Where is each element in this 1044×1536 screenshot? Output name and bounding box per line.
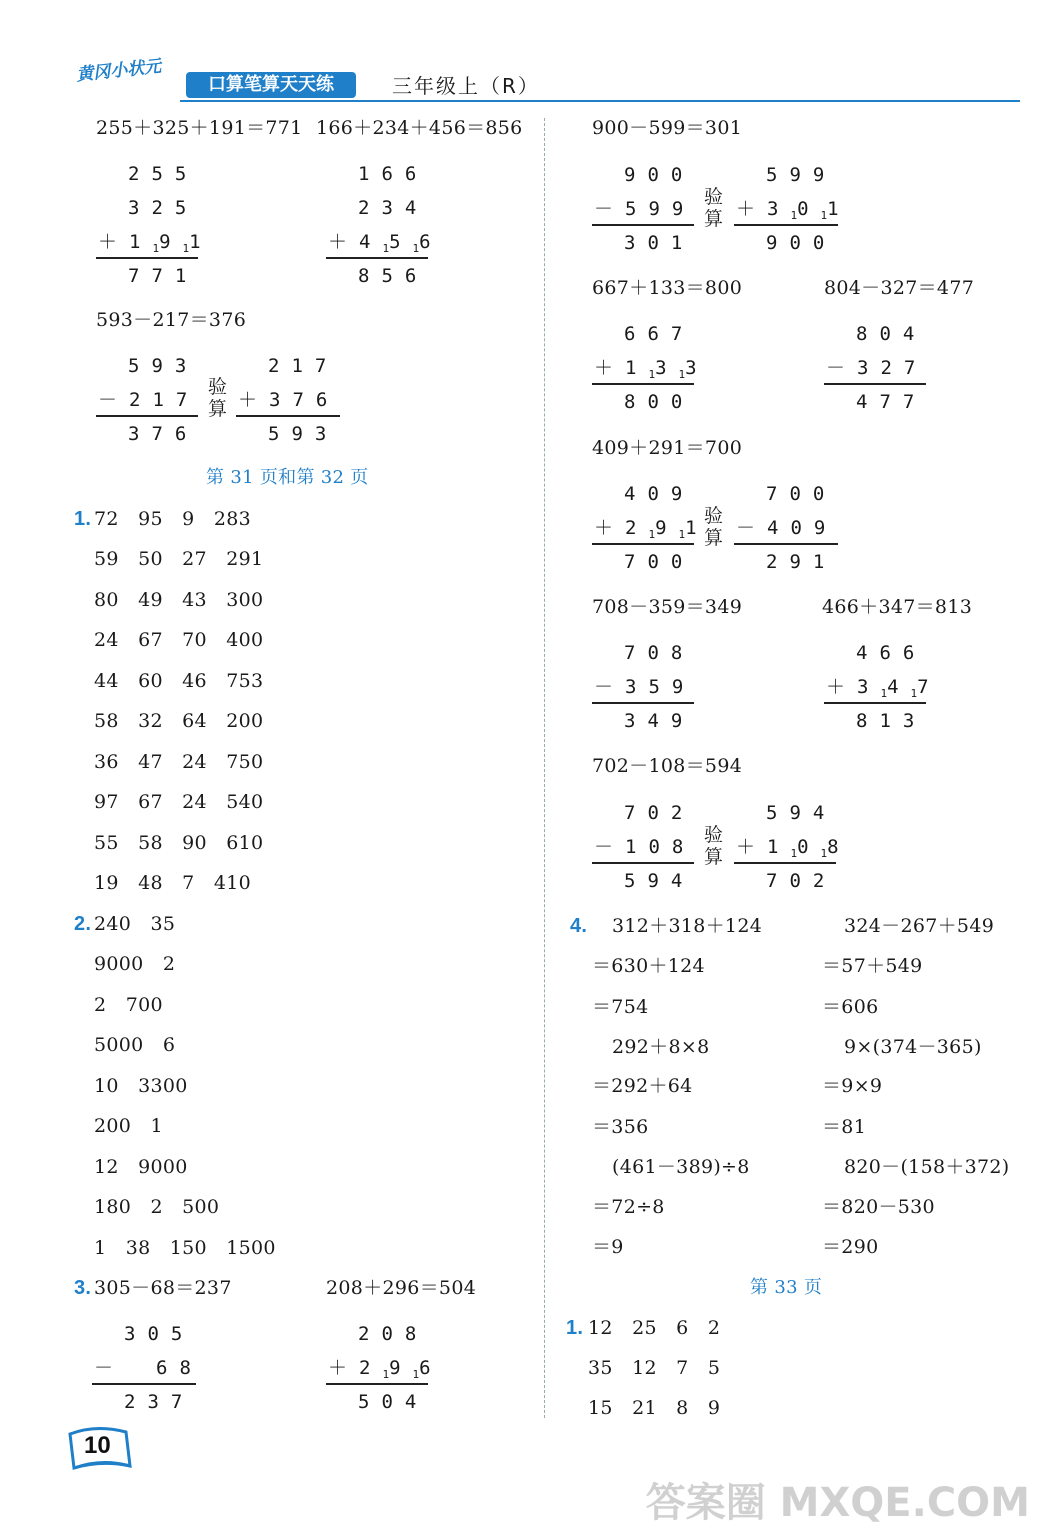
vertical-result: 813: [856, 710, 927, 732]
vertical-rule: [96, 415, 198, 417]
calc-step: ＝356: [592, 1116, 649, 1138]
vertical-row: －108: [594, 836, 696, 858]
section-title: 第 33 页: [750, 1277, 823, 1298]
equation: 804－327＝477: [824, 277, 975, 299]
answer-row: 5000 6: [94, 1034, 176, 1056]
calc-step: ＝9×9: [822, 1075, 883, 1097]
answer-row: 72 95 9 283: [94, 508, 252, 530]
answer-row: 240 35: [94, 913, 176, 935]
vertical-rule: [236, 415, 340, 417]
vertical-result: 771: [128, 265, 199, 287]
question-number: 1.: [566, 1317, 584, 1339]
vertical-rule: [592, 383, 694, 385]
vertical-result: 593: [268, 423, 339, 445]
vertical-row: －217: [98, 389, 200, 411]
answer-row: 58 32 64 200: [94, 710, 264, 732]
vertical-result: 856: [358, 265, 429, 287]
vertical-rule: [734, 224, 838, 226]
calc-step: ＝81: [822, 1116, 867, 1138]
answer-row: 1 38 150 1500: [94, 1237, 276, 1259]
vertical-result: 900: [766, 232, 837, 254]
vertical-row: 255: [128, 163, 199, 185]
vertical-row: $+1_13_13$: [594, 357, 709, 381]
equation: 702－108＝594: [592, 755, 743, 777]
section-title: 第 31 页和第 32 页: [206, 467, 369, 488]
vertical-row: 208: [358, 1323, 429, 1345]
equation: 255＋325＋191＝771: [96, 117, 303, 139]
answer-row: 19 48 7 410: [94, 872, 252, 894]
vertical-rule: [92, 1383, 196, 1385]
answer-row: 15 21 8 9: [588, 1397, 721, 1419]
calc-step: ＝57＋549: [822, 955, 923, 977]
vertical-row: $+3_10_11$: [736, 198, 851, 222]
check-label: 验算: [208, 376, 228, 420]
vertical-row: $+3_14_17$: [826, 676, 941, 700]
vertical-row: 325: [128, 197, 199, 219]
answer-row: 24 67 70 400: [94, 629, 264, 651]
vertical-row: －409: [736, 517, 838, 539]
answer-row: 59 50 27 291: [94, 548, 264, 570]
answer-row: 10 3300: [94, 1075, 188, 1097]
vertical-row: －599: [594, 198, 696, 220]
vertical-result: 349: [624, 710, 695, 732]
answer-row: 12 9000: [94, 1156, 188, 1178]
vertical-row: 166: [358, 163, 429, 185]
vertical-row: $+1_19_11$: [98, 231, 213, 255]
vertical-rule: [96, 257, 198, 259]
equation: 409＋291＝700: [592, 437, 743, 459]
calc-step: ＝72÷8: [592, 1196, 665, 1218]
calc-step: ＝9: [592, 1236, 624, 1258]
equation: 305－68＝237: [94, 1277, 232, 1299]
series-title: 口算笔算天天练: [186, 72, 356, 98]
vertical-row: 702: [624, 802, 695, 824]
question-number: 2.: [74, 913, 92, 935]
calc-step: ＝606: [822, 996, 879, 1018]
answer-row: 80 49 43 300: [94, 589, 264, 611]
answer-row: 36 47 24 750: [94, 751, 264, 773]
answer-row: 97 67 24 540: [94, 791, 264, 813]
vertical-row: 804: [856, 323, 927, 345]
vertical-row: 900: [624, 164, 695, 186]
calc-step: ＝292＋64: [592, 1075, 693, 1097]
check-label: 验算: [704, 186, 724, 230]
vertical-row: $+1_10_18$: [736, 836, 851, 860]
vertical-result: 237: [124, 1391, 195, 1413]
calc-step: ＝290: [822, 1236, 879, 1258]
equation: 466＋347＝813: [822, 596, 973, 618]
calc-step: 820－(158＋372): [844, 1156, 1010, 1178]
vertical-row: 466: [856, 642, 927, 664]
vertical-row: － 68: [94, 1357, 203, 1379]
vertical-row: $+2_19_16$: [328, 1357, 443, 1381]
grade-label: 三年级上（R）: [392, 74, 540, 98]
page-number-badge: [66, 1422, 136, 1478]
calc-step: 9×(374－365): [844, 1036, 982, 1058]
vertical-result: 700: [624, 551, 695, 573]
check-label: 验算: [704, 824, 724, 868]
calc-step: 324－267＋549: [844, 915, 995, 937]
vertical-result: 376: [128, 423, 199, 445]
answer-row: 35 12 7 5: [588, 1357, 721, 1379]
vertical-row: $+2_19_11$: [594, 517, 709, 541]
equation: 708－359＝349: [592, 596, 743, 618]
vertical-rule: [326, 257, 428, 259]
vertical-row: 599: [766, 164, 837, 186]
brand-logo: 黄冈小状元: [75, 56, 163, 86]
vertical-rule: [326, 1383, 428, 1385]
vertical-result: 594: [624, 870, 695, 892]
vertical-row: 708: [624, 642, 695, 664]
answer-row: 12 25 6 2: [588, 1317, 721, 1339]
column-divider: [544, 118, 545, 1418]
page-number: 10: [84, 1432, 111, 1459]
vertical-row: ＋376: [238, 389, 340, 411]
equation: 166＋234＋456＝856: [316, 117, 523, 139]
vertical-row: －327: [826, 357, 928, 379]
vertical-result: 800: [624, 391, 695, 413]
vertical-row: 667: [624, 323, 695, 345]
question-number: 4.: [570, 915, 588, 937]
equation: 208＋296＝504: [326, 1277, 477, 1299]
vertical-rule: [592, 224, 694, 226]
answer-row: 44 60 46 753: [94, 670, 264, 692]
answer-row: 55 58 90 610: [94, 832, 264, 854]
vertical-rule: [592, 702, 694, 704]
question-number: 3.: [74, 1277, 92, 1299]
vertical-row: 409: [624, 483, 695, 505]
header-rule: [180, 100, 1020, 102]
vertical-rule: [734, 862, 836, 864]
vertical-row: 217: [268, 355, 339, 377]
vertical-rule: [592, 543, 694, 545]
check-label: 验算: [704, 505, 724, 549]
vertical-rule: [734, 543, 838, 545]
question-number: 1.: [74, 508, 92, 530]
calc-step: ＝820－530: [822, 1196, 935, 1218]
answer-row: 200 1: [94, 1115, 163, 1137]
answer-row: 2 700: [94, 994, 163, 1016]
equation: 900－599＝301: [592, 117, 743, 139]
vertical-result: 477: [856, 391, 927, 413]
vertical-result: 301: [624, 232, 695, 254]
vertical-rule: [824, 383, 926, 385]
vertical-row: 700: [766, 483, 837, 505]
vertical-row: 593: [128, 355, 199, 377]
vertical-row: －359: [594, 676, 696, 698]
vertical-result: 702: [766, 870, 837, 892]
calc-step: (461－389)÷8: [612, 1156, 750, 1178]
vertical-result: 291: [766, 551, 837, 573]
calc-step: 292＋8×8: [612, 1036, 710, 1058]
vertical-row: $+4_15_16$: [328, 231, 443, 255]
calc-step: ＝630＋124: [592, 955, 705, 977]
vertical-row: 594: [766, 802, 837, 824]
vertical-rule: [824, 702, 926, 704]
vertical-row: 234: [358, 197, 429, 219]
answer-row: 9000 2: [94, 953, 176, 975]
calc-step: ＝754: [592, 996, 649, 1018]
watermark: 答案圈 MXQE.COM: [645, 1480, 1030, 1526]
calc-step: 312＋318＋124: [612, 915, 763, 937]
equation: 593－217＝376: [96, 309, 247, 331]
equation: 667＋133＝800: [592, 277, 743, 299]
vertical-rule: [592, 862, 694, 864]
answer-row: 180 2 500: [94, 1196, 220, 1218]
vertical-row: 305: [124, 1323, 195, 1345]
vertical-result: 504: [358, 1391, 429, 1413]
